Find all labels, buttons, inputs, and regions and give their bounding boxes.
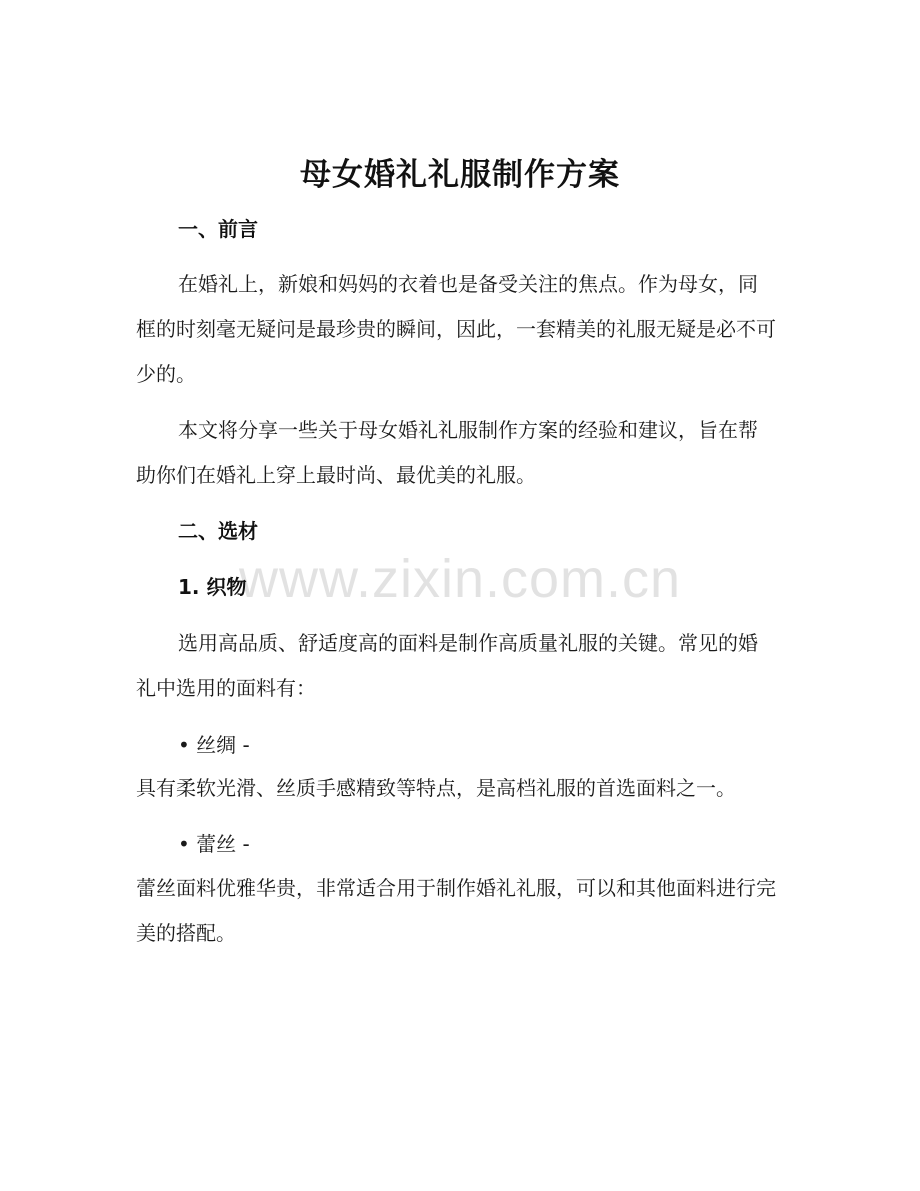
paragraph-preface-1: 在婚礼上，新娘和妈妈的衣着也是备受关注的焦点。作为母女，同框的时刻毫无疑问是最珍贵的瞬间，因此，一套精美的礼服无疑是必不可少的。 (136, 272, 776, 386)
bullet-silk-label: • 丝绸 - (178, 733, 250, 757)
document-title: 母女婚礼礼服制作方案 (300, 157, 620, 193)
paragraph-preface-2: 本文将分享一些关于母女婚礼礼服制作方案的经验和建议，旨在帮助你们在婚礼上穿上最时尚、最优美的礼服。 (136, 418, 758, 487)
bullet-silk-description: 具有柔软光滑、丝质手感精致等特点，是高档礼服的首选面料之一。 (136, 776, 736, 800)
section-heading-preface: 一、前言 (178, 217, 258, 241)
bullet-lace-label: • 蕾丝 - (178, 832, 250, 856)
subsection-heading-fabric: 1. 织物 (178, 575, 247, 599)
paragraph-fabric: 选用高品质、舒适度高的面料是制作高质量礼服的关键。常见的婚礼中选用的面料有： (136, 631, 758, 700)
watermark: www.zixin.com.cn (238, 549, 682, 609)
section-heading-materials: 二、选材 (178, 519, 258, 543)
bullet-lace-description: 蕾丝面料优雅华贵，非常适合用于制作婚礼礼服，可以和其他面料进行完美的搭配。 (136, 876, 776, 945)
